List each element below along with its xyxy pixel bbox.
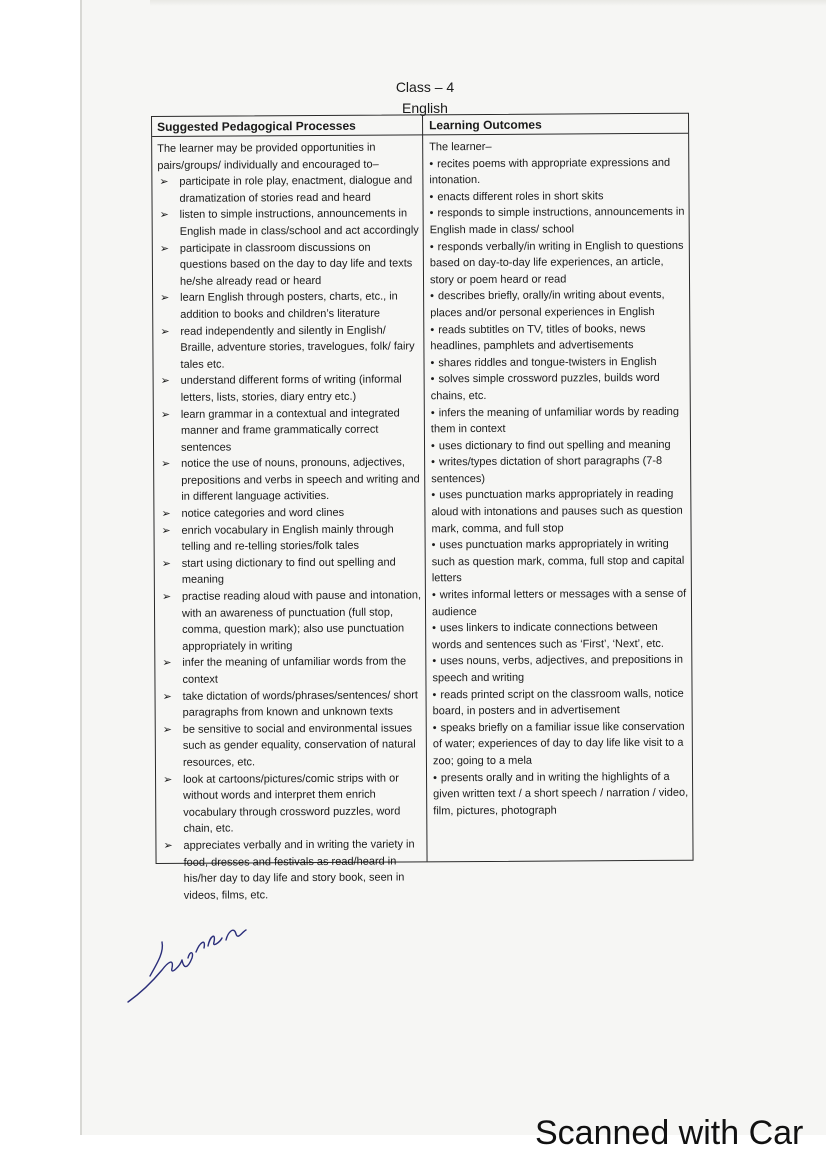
arrowhead-bullet-icon: ➢ (161, 557, 171, 570)
learning-outcome-item (430, 204, 687, 239)
pedagogical-process-item (159, 405, 421, 456)
learning-outcome-item (430, 287, 687, 322)
pedagogical-process-item (158, 206, 420, 241)
pedagogical-process-item (157, 173, 419, 208)
learning-outcome-item (432, 652, 689, 687)
arrowhead-bullet-icon: ➢ (163, 773, 173, 786)
learning-outcome-item (431, 453, 688, 488)
scanner-watermark: Scanned with Car (535, 1114, 804, 1152)
dot-bullet-icon: • (430, 439, 435, 452)
pedagogical-process-text: take dictation of words/phrases/sentences/ short paragraphs from known and unknown texts (182, 688, 418, 720)
pedagogical-process-text: listen to simple instructions, announcements in English made in class/school and act accordingly (179, 207, 419, 238)
class-title: Class – 4 (395, 79, 455, 95)
arrowhead-bullet-icon: ➢ (163, 839, 173, 852)
pedagogical-process-text: infer the meaning of unfamiliar words from the context (182, 655, 407, 686)
subject-title: English (402, 100, 448, 116)
learning-outcomes-list (429, 154, 690, 819)
learning-outcome-text: presents orally and in writing the highlights of a given written text / a short speech / narration / video, film, pictures, photograph (433, 770, 689, 818)
pedagogical-process-text: learn grammar in a contextual and integrated manner and frame grammatically correct sentences (180, 406, 400, 454)
curriculum-table (151, 113, 694, 902)
pedagogical-process-text: look at cartoons/pictures/comic strips with or without words and interpret them enrich vocabulary through crossword puzzles, word chain, etc. (183, 772, 401, 836)
pedagogical-intro: The learner may be provided opportunities in pairs/groups/ individually and encouraged to– (157, 141, 379, 172)
pedagogical-process-text: participate in role play, enactment, dialogue and dramatization of stories read and heard (179, 174, 413, 205)
arrowhead-bullet-icon: ➢ (160, 325, 170, 338)
learning-outcome-item (432, 586, 689, 621)
pedagogical-process-text: notice categories and word clines (181, 506, 345, 520)
learning-outcome-item (432, 536, 689, 587)
dot-bullet-icon: • (431, 539, 436, 552)
pedagogical-process-item (161, 720, 423, 771)
pedagogical-process-text: read independently and silently in English/ Braille, adventure stories, travelogues, folk/ fairy tales etc. (180, 324, 415, 371)
arrowhead-bullet-icon: ➢ (161, 590, 172, 603)
arrowhead-bullet-icon: ➢ (159, 176, 169, 189)
learning-outcome-text: uses punctuation marks appropriately in reading aloud with intonations and pauses such as question mark, comma, and full stop (431, 488, 683, 535)
pedagogical-process-item (160, 587, 422, 655)
paper-top-shadow (150, 0, 826, 6)
learning-outcome-text: responds verbally/in writing in English to questions based on day-to-day life experiences, an article, story or poem heard or read (429, 239, 684, 287)
pedagogical-process-text: appreciates verbally and in writing the variety in food, dresses and festivals as read/heard in his/her day to day life and story book, seen in videos, films, etc. (183, 838, 415, 902)
dot-bullet-icon: • (432, 655, 437, 668)
learning-outcome-item (430, 237, 687, 288)
learning-outcome-item (431, 370, 688, 405)
arrowhead-bullet-icon: ➢ (159, 209, 169, 222)
arrowhead-bullet-icon: ➢ (159, 242, 170, 255)
dot-bullet-icon: • (429, 207, 434, 220)
paper-edge (80, 0, 82, 1135)
arrowhead-bullet-icon: ➢ (160, 408, 171, 421)
arrowhead-bullet-icon: ➢ (160, 292, 170, 305)
learning-outcome-item (430, 353, 687, 371)
pedagogical-process-item (159, 504, 421, 522)
arrowhead-bullet-icon: ➢ (161, 524, 171, 537)
learning-outcome-item (432, 619, 689, 654)
dot-bullet-icon: • (431, 489, 436, 502)
dot-bullet-icon: • (433, 771, 437, 784)
learning-outcome-item (430, 320, 687, 355)
learning-outcome-item (433, 719, 690, 770)
learning-outcome-text: uses punctuation marks appropriately in writing such as question mark, comma, full stop and capital letters (431, 538, 685, 585)
dot-bullet-icon: • (429, 157, 434, 170)
header-pedagogical-processes: Suggested Pedagogical Processes (157, 118, 356, 134)
learning-outcome-text: uses linkers to indicate connections between words and sentences such as ‘First’, ‘Next’, etc. (432, 621, 664, 652)
dot-bullet-icon: • (430, 323, 435, 336)
dot-bullet-icon: • (430, 406, 435, 419)
dot-bullet-icon: • (429, 240, 434, 253)
arrowhead-bullet-icon: ➢ (162, 723, 173, 736)
header-learning-outcomes: Learning Outcomes (429, 117, 542, 133)
pedagogical-process-item (160, 654, 422, 689)
pedagogical-process-item (161, 770, 423, 838)
arrowhead-bullet-icon: ➢ (162, 690, 172, 703)
dot-bullet-icon: • (432, 722, 437, 735)
learning-outcome-text: reads printed script on the classroom walls, notice board, in posters and in advertisement (432, 687, 684, 718)
dot-bullet-icon: • (429, 191, 434, 204)
arrowhead-bullet-icon: ➢ (161, 507, 171, 521)
dot-bullet-icon: • (430, 356, 435, 370)
dot-bullet-icon: • (431, 456, 436, 469)
pedagogical-process-item (160, 687, 422, 722)
learning-outcome-item (431, 486, 688, 537)
learning-outcome-text: uses nouns, verbs, adjectives, and prepositions in speech and writing (432, 654, 683, 685)
dot-bullet-icon: • (431, 589, 436, 602)
arrowhead-bullet-icon: ➢ (161, 458, 171, 471)
learning-outcome-text: recites poems with appropriate expressions and intonation. (429, 156, 671, 187)
learning-outcome-item (429, 154, 686, 189)
learning-outcome-item (429, 188, 686, 206)
learning-outcome-item (431, 403, 688, 438)
pedagogical-process-item (158, 289, 420, 324)
dot-bullet-icon: • (432, 622, 437, 635)
pedagogical-process-text: enrich vocabulary in English mainly through telling and re-telling stories/folk tales (181, 523, 394, 554)
pedagogical-process-text: be sensitive to social and environmental issues such as gender equality, conservation of natural resources, etc. (182, 722, 416, 769)
learning-outcomes-column (429, 138, 690, 820)
learning-outcome-text: speaks briefly on a familiar issue like conservation of water; experiences of day to day life like visit to a zoo; going to a mela (432, 720, 685, 768)
pedagogical-process-item (158, 239, 420, 290)
learning-outcome-text: enacts different roles in short skits (437, 190, 604, 204)
learning-outcome-text: writes/types dictation of short paragraphs (7-8 sentences) (431, 455, 663, 486)
handwritten-signature (122, 912, 252, 1007)
learning-outcome-text: describes briefly, orally/in writing about events, places and/or personal experiences in English (430, 289, 665, 320)
learning-outcome-text: responds to simple instructions, announcements in English made in class/ school (429, 206, 685, 237)
pedagogical-process-item (159, 455, 421, 506)
learning-outcome-text: infers the meaning of unfamiliar words by reading them in context (430, 405, 680, 436)
learning-outcome-item (433, 768, 690, 819)
dot-bullet-icon: • (430, 290, 435, 303)
pedagogical-processes-column (157, 139, 424, 904)
learning-outcome-text: writes informal letters or messages with a sense of audience (431, 587, 687, 618)
pedagogical-process-text: participate in classroom discussions on questions based on the day to day life and texts he/she already read or heard (179, 241, 413, 288)
pedagogical-process-item (159, 372, 421, 407)
outcomes-intro: The learner– (429, 140, 492, 154)
pedagogical-process-item (160, 554, 422, 589)
pedagogical-processes-list (157, 173, 423, 905)
learning-outcome-text: solves simple crossword puzzles, builds word chains, etc. (430, 372, 660, 403)
pedagogical-process-text: learn English through posters, charts, etc., in addition to books and children’s literature (180, 290, 398, 321)
pedagogical-process-text: start using dictionary to find out spelling and meaning (181, 556, 396, 587)
pedagogical-process-text: notice the use of nouns, pronouns, adjectives, prepositions and verbs in speech and writing and in different language activities. (181, 456, 420, 504)
learning-outcome-text: shares riddles and tongue-twisters in English (438, 355, 657, 369)
learning-outcome-text: reads subtitles on TV, titles of books, news headlines, pamphlets and advertisements (430, 322, 646, 353)
pedagogical-process-text: practise reading aloud with pause and intonation, with an awareness of punctuation (full stop, comma, question mark); also use punctuation appropriately in writing (181, 589, 422, 653)
learning-outcome-item (431, 436, 688, 454)
pedagogical-process-item (161, 836, 423, 904)
learning-outcome-item (432, 685, 689, 720)
arrowhead-bullet-icon: ➢ (160, 375, 170, 388)
learning-outcome-text: uses dictionary to find out spelling and meaning (438, 438, 671, 452)
pedagogical-process-text: understand different forms of writing (informal letters, lists, stories, diary entry etc.) (180, 373, 402, 404)
dot-bullet-icon: • (430, 373, 435, 386)
pedagogical-process-item (159, 521, 421, 556)
dot-bullet-icon: • (432, 688, 437, 701)
arrowhead-bullet-icon: ➢ (162, 657, 172, 670)
pedagogical-process-item (158, 322, 420, 373)
